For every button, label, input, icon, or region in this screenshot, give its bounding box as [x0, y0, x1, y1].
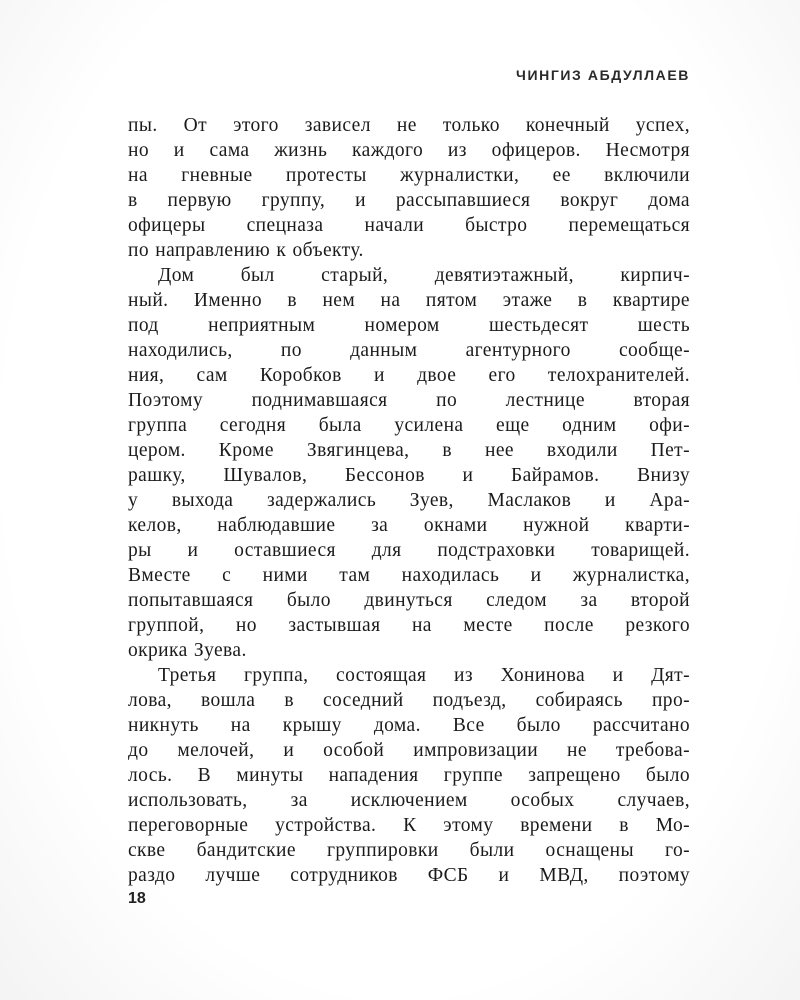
text-line: цером. Кроме Звягинцева, в нее входили Пет-: [128, 440, 690, 461]
text-line: группой, но застывшая на месте после резкого: [128, 615, 690, 636]
text-line: группа сегодня была усилена еще одним офи-: [128, 415, 690, 436]
text-line: лова, вошла в соседний подъезд, собираясь про-: [128, 690, 690, 711]
text-line: попытавшаяся было двинуться следом за второй: [128, 590, 690, 611]
text-line: ния, сам Коробков и двое его телохранителей.: [128, 365, 690, 386]
running-header-author: ЧИНГИЗ АБДУЛЛАЕВ: [516, 67, 690, 83]
text-line: рашку, Шувалов, Бессонов и Байрамов. Внизу: [128, 465, 690, 486]
text-line: Дом был старый, девятиэтажный, кирпич-: [158, 265, 690, 286]
page-number: 18: [128, 890, 146, 907]
text-line: в первую группу, и рассыпавшиеся вокруг дома: [128, 190, 690, 211]
text-line: переговорные устройства. К этому времени в Мо-: [128, 815, 690, 836]
text-line: находились, по данным агентурного сообще-: [128, 340, 690, 361]
text-line: использовать, за исключением особых случаев,: [128, 790, 690, 811]
text-line: до мелочей, и особой импровизации не требова-: [128, 740, 690, 761]
text-line: по направлению к объекту.: [128, 240, 364, 261]
text-line: окрика Зуева.: [128, 640, 247, 661]
text-line: Поэтому поднимавшаяся по лестнице вторая: [128, 390, 690, 411]
text-line: ры и оставшиеся для подстраховки товарищей.: [128, 540, 690, 561]
text-line: Третья группа, состоящая из Хонинова и Дят-: [158, 665, 690, 686]
text-line: раздо лучше сотрудников ФСБ и МВД, поэтому: [128, 865, 690, 886]
text-line: келов, наблюдавшие за окнами нужной кварти-: [128, 515, 690, 536]
text-line: скве бандитские группировки были оснащены го-: [128, 840, 690, 861]
text-line: лось. В минуты нападения группе запрещено было: [128, 765, 690, 786]
text-body: [128, 113, 690, 888]
text-line: ный. Именно в нем на пятом этаже в квартире: [128, 290, 690, 311]
text-line: офицеры спецназа начали быстро перемещаться: [128, 215, 690, 236]
text-line: но и сама жизнь каждого из офицеров. Несмотря: [128, 140, 690, 161]
text-line: Вместе с ними там находилась и журналистка,: [128, 565, 690, 586]
text-line: на гневные протесты журналистки, ее включили: [128, 165, 690, 186]
text-line: пы. От этого зависел не только конечный успех,: [128, 115, 690, 136]
text-line: под неприятным номером шестьдесят шесть: [128, 315, 690, 336]
text-line: никнуть на крышу дома. Все было рассчитано: [128, 715, 690, 736]
text-line: у выхода задержались Зуев, Маслаков и Ара-: [128, 490, 690, 511]
